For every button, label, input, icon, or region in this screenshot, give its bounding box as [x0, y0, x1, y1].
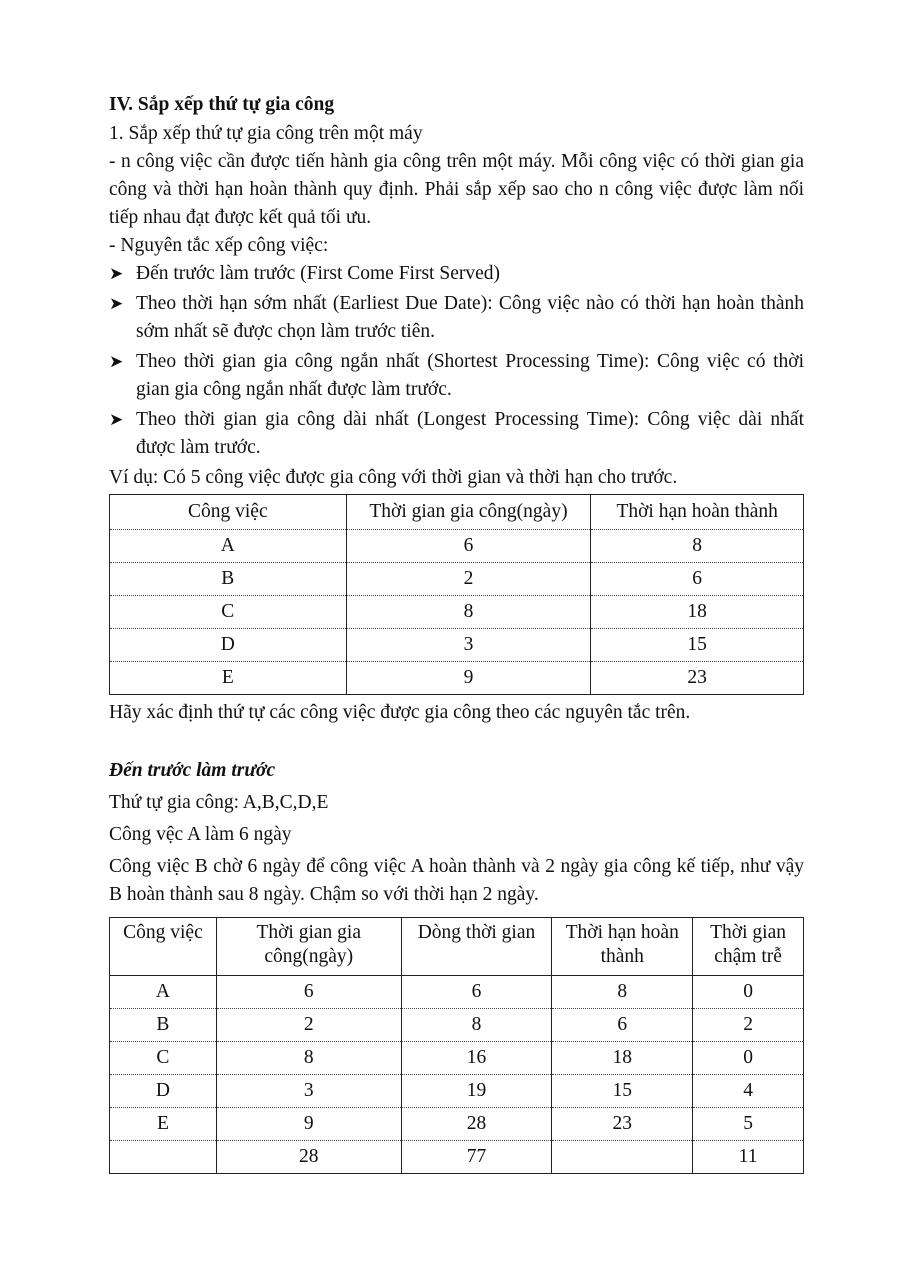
- rule-text: Theo thời gian gia công dài nhất (Longest Processing Time): Công việc dài nhất được làm trước.: [136, 409, 804, 458]
- arrowhead-bullet-icon: ➤: [109, 264, 124, 283]
- table-header-row: [110, 918, 804, 976]
- table-cell: 0: [693, 1042, 804, 1075]
- table-row: [110, 662, 804, 695]
- job-a-text: Công vệc A làm 6 ngày: [109, 824, 292, 845]
- table-cell: 3: [216, 1075, 401, 1108]
- table-cell: 9: [346, 662, 591, 695]
- arrowhead-bullet-icon: ➤: [109, 352, 124, 371]
- totals-row: [110, 1141, 804, 1174]
- jobs-table: [109, 494, 804, 695]
- table-cell: 8: [216, 1042, 401, 1075]
- table-cell: 28: [216, 1141, 401, 1174]
- table-cell: [552, 1141, 693, 1174]
- table-cell: 18: [591, 596, 804, 629]
- table-row: [110, 1108, 804, 1141]
- table-cell: 2: [216, 1009, 401, 1042]
- document-page: [109, 90, 804, 1174]
- table-cell: D: [110, 1075, 217, 1108]
- table-cell: E: [110, 1108, 217, 1141]
- table-cell: A: [110, 976, 217, 1009]
- table-cell: 23: [591, 662, 804, 695]
- table-header-cell: Công việc: [110, 495, 347, 530]
- rules-list: [109, 260, 804, 462]
- table-cell: 2: [693, 1009, 804, 1042]
- table-cell: E: [110, 662, 347, 695]
- table-row: [110, 1009, 804, 1042]
- table-cell: C: [110, 596, 347, 629]
- table-header-cell: Thời gian gia công(ngày): [346, 495, 591, 530]
- table-cell: 3: [346, 629, 591, 662]
- table-cell: 19: [401, 1075, 552, 1108]
- table-cell: 6: [591, 563, 804, 596]
- table-cell: 15: [591, 629, 804, 662]
- fcfs-heading: Đến trước làm trước: [109, 760, 276, 781]
- table-cell: 6: [401, 976, 552, 1009]
- table-row: [110, 596, 804, 629]
- subsection-title: 1. Sắp xếp thứ tự gia công trên một máy: [109, 123, 423, 144]
- table-header-cell: Công việc: [110, 918, 217, 976]
- example-text: Ví dụ: Có 5 công việc được gia công với thời gian và thời hạn cho trước.: [109, 467, 678, 488]
- table-cell: B: [110, 563, 347, 596]
- table-header-cell: Thời gian gia công(ngày): [216, 918, 401, 976]
- table-cell: 18: [552, 1042, 693, 1075]
- list-item: [109, 406, 804, 462]
- table-cell: 8: [552, 976, 693, 1009]
- job-b-text: Công việc B chờ 6 ngày để công việc A hoàn thành và 2 ngày gia công kế tiếp, như vậy B hoàn thành sau 8 ngày. Chậm so với thời hạn 2 ngày.: [109, 856, 804, 905]
- table-cell: 8: [401, 1009, 552, 1042]
- table-cell: C: [110, 1042, 217, 1075]
- table-cell: 4: [693, 1075, 804, 1108]
- table-cell: B: [110, 1009, 217, 1042]
- table-row: [110, 530, 804, 563]
- table-row: [110, 563, 804, 596]
- table-cell: 9: [216, 1108, 401, 1141]
- table-cell: 6: [216, 976, 401, 1009]
- order-text: Thứ tự gia công: A,B,C,D,E: [109, 792, 329, 813]
- table-cell: 2: [346, 563, 591, 596]
- intro-paragraph: - n công việc cần được tiến hành gia công trên một máy. Mỗi công việc có thời gian gia công và thời hạn hoàn thành quy định. Phải sắp xếp sao cho n công việc được làm nối tiếp nhau đạt được kết quả tối ưu.: [109, 151, 804, 228]
- table-cell: 6: [346, 530, 591, 563]
- arrowhead-bullet-icon: ➤: [109, 410, 124, 429]
- table-cell: 8: [346, 596, 591, 629]
- table-cell: 28: [401, 1108, 552, 1141]
- table-row: [110, 629, 804, 662]
- arrowhead-bullet-icon: ➤: [109, 294, 124, 313]
- table-header-cell: Thời hạn hoàn thành: [591, 495, 804, 530]
- list-item: [109, 290, 804, 346]
- section-title: IV. Sắp xếp thứ tự gia công: [109, 94, 335, 115]
- table-cell: 77: [401, 1141, 552, 1174]
- table-cell: 16: [401, 1042, 552, 1075]
- table-header-cell: Thời hạn hoàn thành: [552, 918, 693, 976]
- table-row: [110, 976, 804, 1009]
- table-cell: [110, 1141, 217, 1174]
- table-cell: 6: [552, 1009, 693, 1042]
- fcfs-table: [109, 917, 804, 1174]
- question-text: Hãy xác định thứ tự các công việc được gia công theo các nguyên tắc trên.: [109, 702, 691, 723]
- table-header-cell: Dòng thời gian: [401, 918, 552, 976]
- table-row: [110, 1042, 804, 1075]
- spacer: [109, 727, 804, 757]
- list-item: [109, 348, 804, 404]
- table-row: [110, 1075, 804, 1108]
- table-cell: 0: [693, 976, 804, 1009]
- table-cell: 11: [693, 1141, 804, 1174]
- table-cell: 23: [552, 1108, 693, 1141]
- rules-heading: - Nguyên tắc xếp công việc:: [109, 235, 329, 256]
- rule-text: Đến trước làm trước (First Come First Served): [136, 263, 500, 284]
- table-cell: 8: [591, 530, 804, 563]
- table-cell: A: [110, 530, 347, 563]
- table-header-cell: Thời gian chậm trễ: [693, 918, 804, 976]
- table-cell: D: [110, 629, 347, 662]
- table-cell: 5: [693, 1108, 804, 1141]
- list-item: [109, 260, 804, 288]
- rule-text: Theo thời hạn sớm nhất (Earliest Due Date): Công việc nào có thời hạn hoàn thành sớm nhất sẽ được chọn làm trước tiên.: [136, 293, 804, 342]
- table-header-row: [110, 495, 804, 530]
- table-cell: 15: [552, 1075, 693, 1108]
- rule-text: Theo thời gian gia công ngắn nhất (Shortest Processing Time): Công việc có thời gian gia công ngắn nhất được làm trước.: [136, 351, 804, 400]
